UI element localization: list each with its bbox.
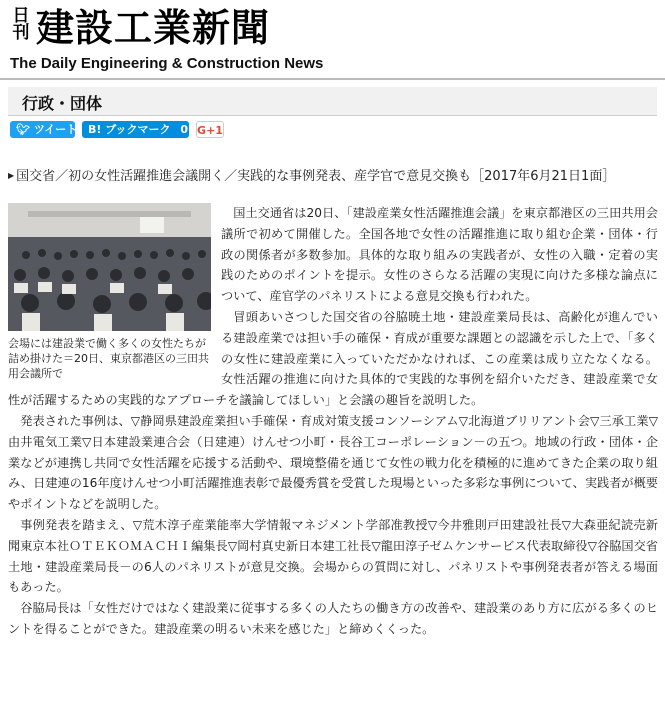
masthead-divider: [0, 78, 665, 80]
article-paragraph: 発表された事例は、▽静岡県建設産業担い手確保・育成対策支援コンソーシアム▽北海道ブリリアント会▽三承工業▽由井電気工業▽日本建設業連合会（日建連）けんせつ小町・長谷工コーポレーション－の五つ。地域の行政・団体・企業などが連携し共同で女性活躍を応援する活動や、環境整備を通じて女性の戦力化を積極的に進めてきた企業の取り組み、日建連の16年度けんせつ小町活躍推進表彰で最優秀賞を受賞した現場といった多彩な事例について、実践者が概要やポイントなどを説明した。: [8, 413, 658, 512]
logo-nikkan: 日刊: [12, 6, 30, 43]
hatena-bookmark-label: ブックマーク: [105, 123, 171, 136]
article-paragraph: 冒頭あいさつした国交省の谷脇暁土地・建設産業局長は、高齢化が進んでいる建設産業では担い手の確保・育成が重要な課題との認識を示した上で、「多くの女性に建設産業に入っていただかなければ、この産業は成り立たなくなる。女性活躍の推進に向けた具体的で実践的な事例を紹介いただき、建設産業で女性が活躍するための実践的なアプローチを議論してほしい」と会議の趣旨を説明した。: [8, 309, 658, 408]
tweet-label: ツイート: [33, 123, 78, 136]
article-paragraph: 国土交通省は20日、「建設産業女性活躍推進会議」を東京都港区の三田共用会議所で初めて開催した。全国各地で女性の活躍推進に取り組む企業・団体・行政の関係者が多数参加。具体的な取り組みの実践者が、女性の入職・定着の実践のためのポイントを提示。女性のさらなる活躍の実現に向けた多様な論点について、産官学のパネリストによる意見交換も行われた。: [221, 206, 658, 304]
hatena-bookmark-button[interactable]: [82, 121, 189, 138]
photo-spacer: [8, 203, 221, 379]
triangle-bullet-icon: ▶: [8, 171, 15, 180]
article-body: [8, 203, 658, 640]
masthead: [0, 0, 665, 78]
site-logo-english: The Daily Engineering & Construction News: [10, 55, 324, 72]
site-logo-title[interactable]: 建設工業新聞: [36, 5, 271, 50]
tweet-button[interactable]: [10, 121, 78, 138]
google-plus-button[interactable]: G+1: [196, 121, 224, 138]
section-title: 行政・団体: [22, 94, 103, 113]
hatena-b-icon: B!: [88, 123, 102, 136]
twitter-bird-icon: 🐦︎: [16, 123, 30, 136]
article-paragraph: 事例発表を踏まえ、▽荒木淳子産業能率大学情報マネジメント学部准教授▽今井雅則戸田建設社長▽大森亜紀読売新聞東京本社ＯＴＥＫＯＭＡＣＨＩ編集長▽岡村真史新日本建工社長▽龍田淳子ゼムケンサービス代表取締役▽谷脇国交省土地・建設産業局長－の6人のパネリストが意見交換。会場からの質問に対し、パネリストや事例発表者が答える場面もあった。: [8, 517, 658, 595]
hatena-bookmark-count: 0: [180, 123, 188, 136]
section-bar: [8, 87, 657, 116]
article-headline: [8, 165, 615, 184]
article-paragraph: 谷脇局長は「女性だけではなく建設業に従事する多くの人たちの働き方の改善や、建設業のあり方に広がる多くのヒントを得ることができた。建設産業の明るい未来を感じた」と締めくくった。: [8, 601, 658, 636]
headline-text: 国交省／初の女性活躍推進会議開く／実践的な事例発表、産学官で意見交換も［2017年6月21日1面］: [16, 169, 616, 184]
photo-caption: 会場には建設業で働く多くの女性たちが詰め掛けた＝20日、東京都港区の三田共用会議所で: [8, 337, 209, 380]
